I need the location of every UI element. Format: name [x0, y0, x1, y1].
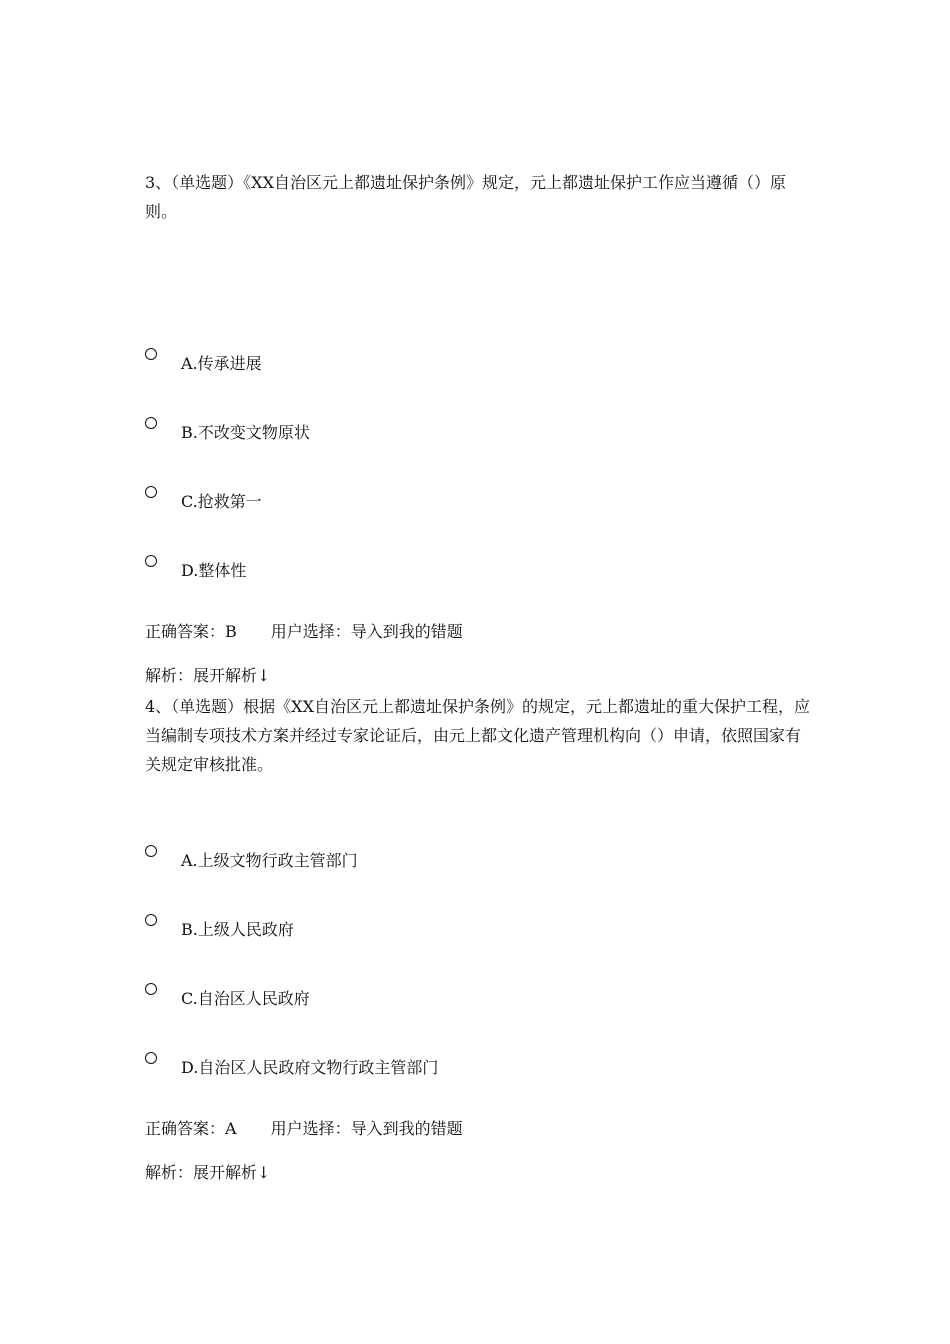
- analysis-label: 解析：: [145, 1163, 194, 1182]
- correct-answer-label: 正确答案：: [145, 1119, 226, 1138]
- option-label: B.上级人民政府: [181, 920, 294, 939]
- answer-row: [145, 1118, 463, 1140]
- option-label: B.不改变文物原状: [181, 423, 310, 442]
- radio-button[interactable]: [145, 348, 157, 360]
- radio-button[interactable]: [145, 486, 157, 498]
- analysis-row: [145, 665, 270, 687]
- question-4: [145, 692, 810, 1182]
- import-wrong-link[interactable]: 导入到我的错题: [350, 1119, 463, 1138]
- radio-button[interactable]: [145, 1052, 157, 1064]
- expand-analysis-link[interactable]: 展开解析↓: [193, 666, 271, 685]
- option-label: A.传承进展: [181, 354, 262, 373]
- answer-row: [145, 621, 463, 643]
- user-choice-label: 用户选择：: [270, 1119, 351, 1138]
- option-label: A.上级文物行政主管部门: [181, 851, 358, 870]
- question-3: [145, 168, 810, 685]
- import-wrong-link[interactable]: 导入到我的错题: [350, 622, 463, 641]
- radio-button[interactable]: [145, 555, 157, 567]
- radio-button[interactable]: [145, 845, 157, 857]
- analysis-row: [145, 1162, 270, 1184]
- option-label: C.自治区人民政府: [181, 989, 310, 1008]
- user-choice-label: 用户选择：: [270, 622, 351, 641]
- expand-analysis-link[interactable]: 展开解析↓: [193, 1163, 271, 1182]
- question-stem: 4、（单选题）根据《XX自治区元上都遗址保护条例》的规定，元上都遗址的重大保护工程，应当编制专项技术方案并经过专家论证后，由元上都文化遗产管理机构向（）申请，依照国家有关规定审核批准。: [145, 697, 810, 774]
- analysis-label: 解析：: [145, 666, 194, 685]
- question-stem: 3、（单选题）《XX自治区元上都遗址保护条例》规定，元上都遗址保护工作应当遵循（）原则。: [145, 173, 786, 221]
- correct-answer-value: B: [225, 622, 237, 641]
- correct-answer-value: A: [225, 1119, 237, 1138]
- radio-button[interactable]: [145, 417, 157, 429]
- radio-button[interactable]: [145, 914, 157, 926]
- option-label: D.自治区人民政府文物行政主管部门: [181, 1058, 439, 1077]
- correct-answer-label: 正确答案：: [145, 622, 226, 641]
- option-label: D.整体性: [181, 561, 247, 580]
- radio-button[interactable]: [145, 983, 157, 995]
- option-label: C.抢救第一: [181, 492, 262, 511]
